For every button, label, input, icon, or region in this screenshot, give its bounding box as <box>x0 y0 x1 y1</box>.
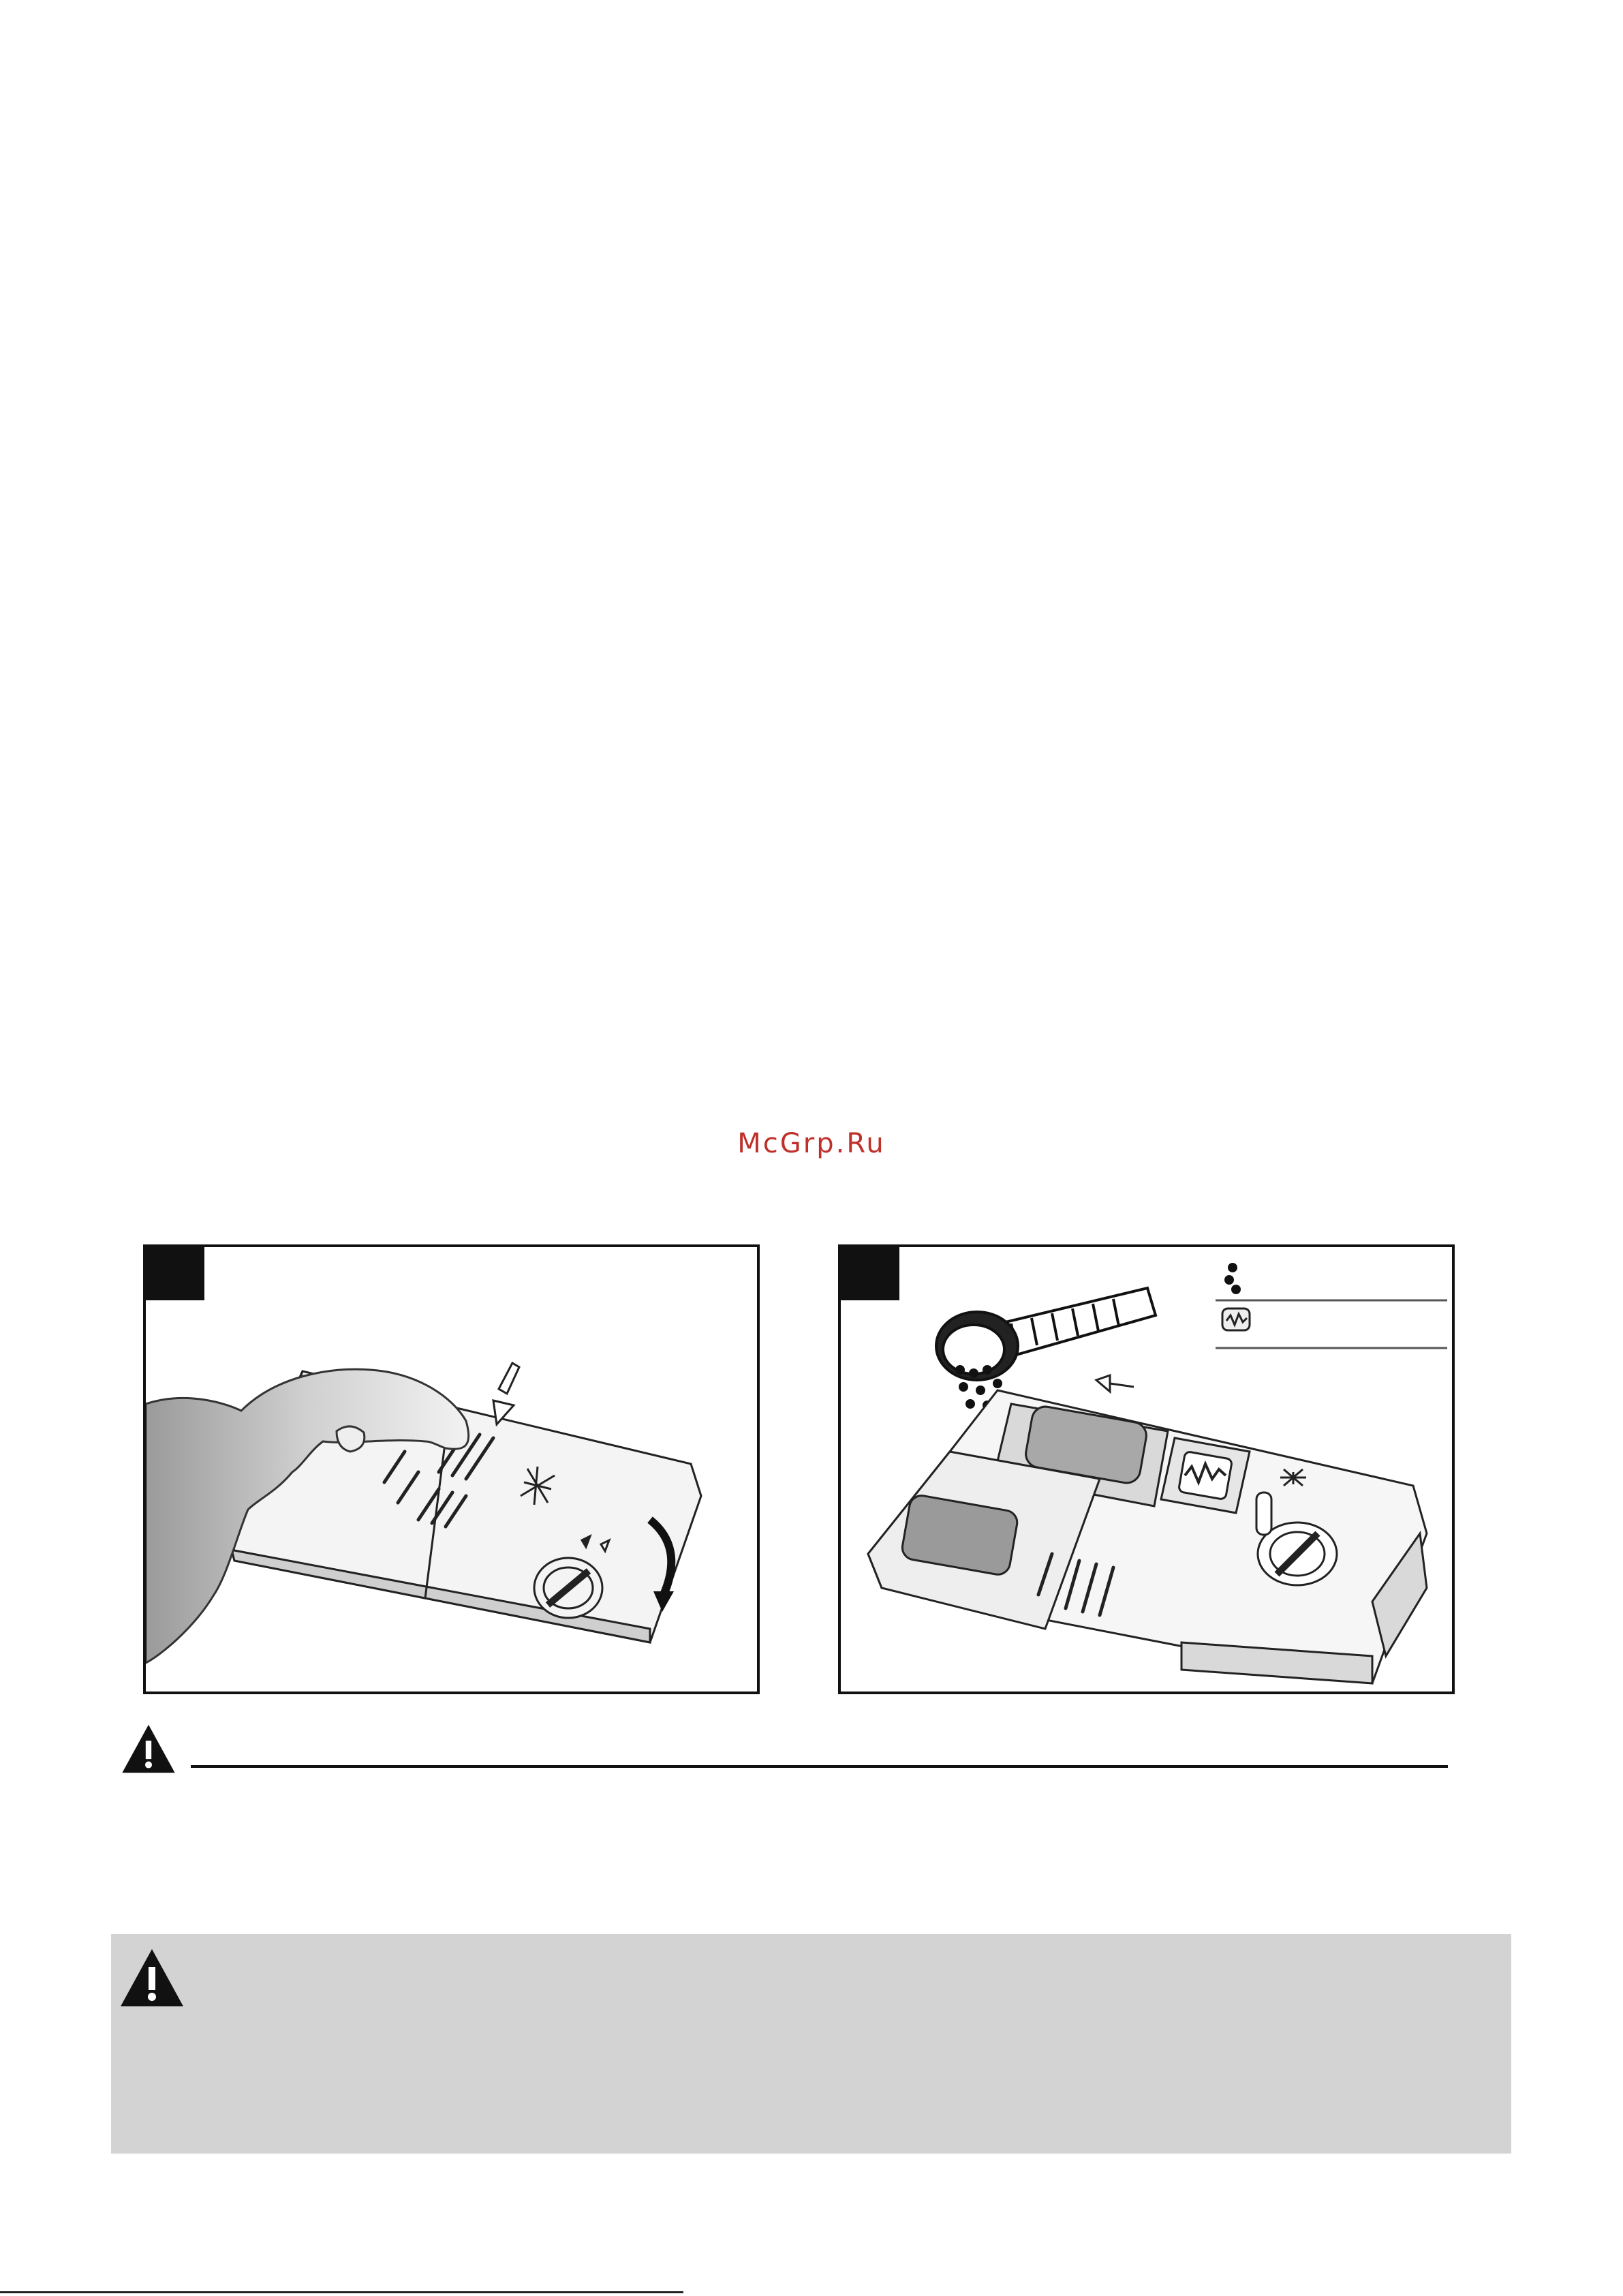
warning-triangle-icon <box>120 1722 177 1775</box>
dispenser-press-illustration <box>146 1247 757 1692</box>
rinse-aid-drops-icon <box>1224 1263 1241 1294</box>
figure-dispenser-open <box>838 1244 1455 1694</box>
dispenser-open-illustration <box>841 1247 1452 1692</box>
detergent-tablet-icon <box>1222 1308 1250 1330</box>
footer-rule <box>0 2291 683 2293</box>
warning-rule <box>191 1765 1448 1768</box>
warning-triangle-icon <box>118 1946 186 2009</box>
warning-note-box <box>111 1934 1511 2154</box>
figure-dispenser-press <box>143 1244 760 1694</box>
push-arrow-icon <box>493 1363 519 1424</box>
bottle-icon <box>936 1288 1156 1380</box>
watermark: McGrp.Ru <box>737 1128 886 1159</box>
